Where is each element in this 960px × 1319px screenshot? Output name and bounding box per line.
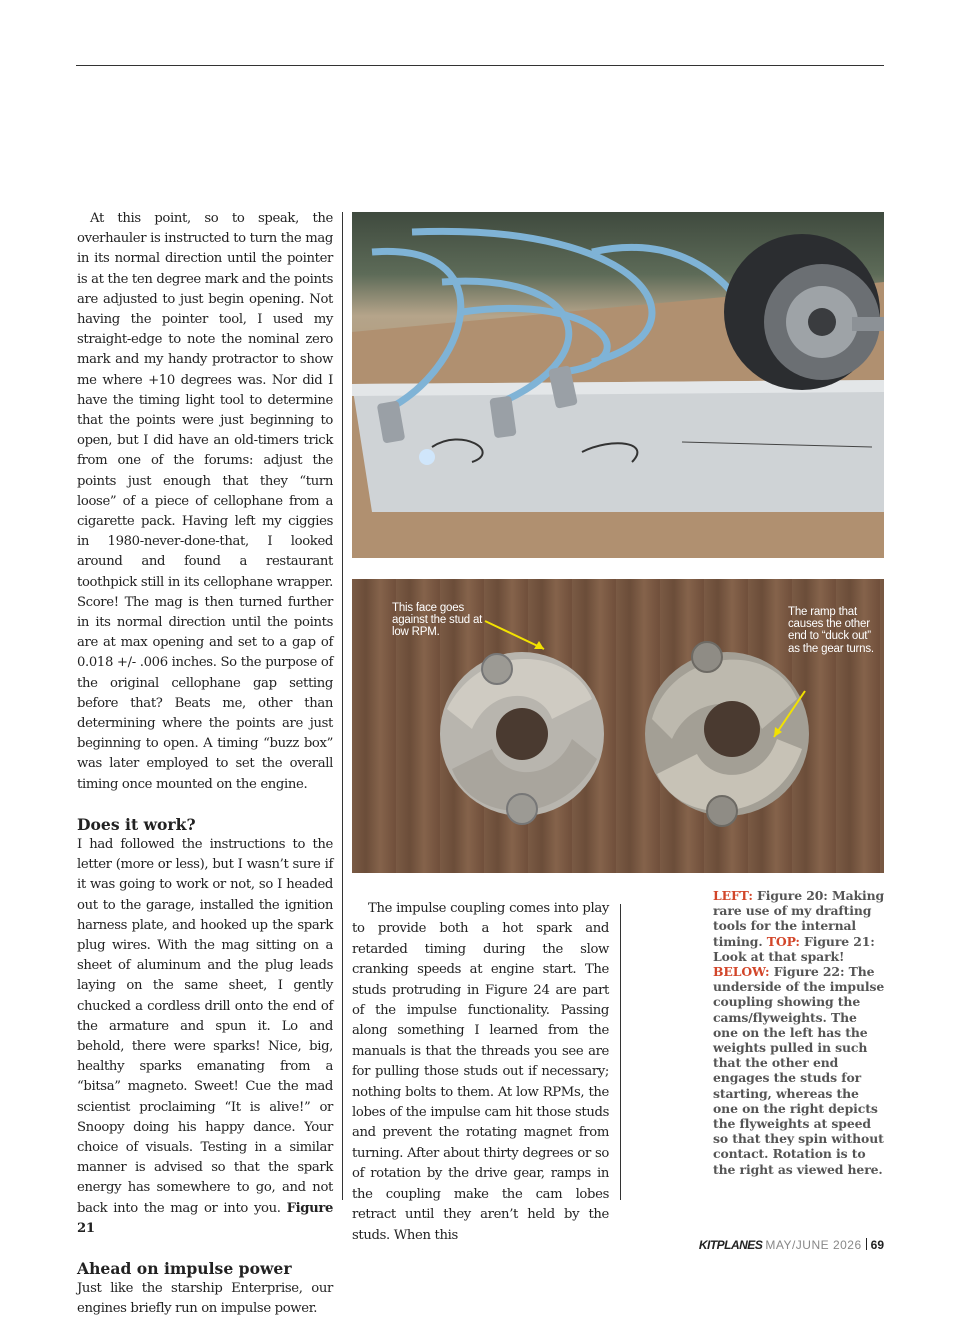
paragraph: Just like the starship Enterprise, our engines briefly run on impulse power.: [77, 1280, 333, 1317]
article-column-1: [77, 209, 333, 1319]
figure-caption: [713, 888, 885, 1177]
annotation-left: This face goes against the stud at low RPM.: [392, 602, 483, 639]
article-column-2: [352, 899, 609, 1246]
caption-tag-top: TOP:: [766, 933, 800, 949]
section-heading: Does it work?: [77, 814, 196, 834]
page-footer: [699, 1238, 884, 1252]
figure-reference: Figure 21: [77, 1200, 333, 1236]
caption-text: Figure 21: Look at that spark!: [713, 933, 875, 964]
caption-text: Figure 20: Making rare use of my drafting tools for the internal timing.: [713, 888, 885, 949]
paragraph: The impulse coupling comes into play to provide both a hot spark and retarded timing during the slow cranking speeds at engine start. The studs protruding in Figure 24 are part of the impulse functionality. Passing along something I learned from the manuals is that the threads you see are for pulling those studs out if necessary; nothing bolts to them. At low RPMs, the lobes of the impulse cam hit those studs and prevent the rotating magnet from turning. After about thirty degrees or so of rotation by the drive gear, ramps in the coupling make the cam lobes retract until they aren’t held by the studs. When this: [352, 901, 609, 1243]
magneto-spark-photo: [352, 212, 884, 558]
paragraph-text: I had followed the instructions to the letter (more or less), but I wasn’t sure if it was going to work or not, so I headed out to the garage, installed the ignition harness plate, and hooked up the spark plug wires. With the mag sitting on a sheet of aluminum and the plug leads laying on the same sheet, I gently chucked a cordless drill onto the end of the armature and spun it. Lo and behold, there were sparks! Nice, big, healthy sparks emanating from a “bitsa” magneto. Sweet! Cue the mad scientist proclaiming “It is alive!” or Snoopy doing his happy dance. Your choice of visuals. Testing in a similar manner is advised so that the spark energy has somewhere to go, and not back into the mag or into you.: [77, 836, 333, 1216]
column-rule: [620, 904, 621, 1200]
section-heading: Ahead on impulse power: [77, 1258, 292, 1278]
issue-date: MAY/JUNE 2026: [765, 1238, 862, 1252]
caption-text: Figure 22: The underside of the impulse coupling showing the cams/flyweights. The one on the left has the weights pulled in such that the other end engages the studs for starting, whereas the one on the right depicts the flyweights at speed so that they spin without contact. Rotation is to the right as viewed here.: [713, 964, 885, 1177]
magneto-illustration: [352, 212, 884, 558]
caption-tag-below: BELOW:: [713, 964, 770, 980]
impulse-coupling-photo: [352, 579, 884, 873]
annotation-right: The ramp that causes the other end to “duck out” as the gear turns.: [788, 606, 874, 655]
page-number: 69: [870, 1238, 884, 1252]
column-rule: [342, 212, 343, 1200]
caption-tag-left: LEFT:: [713, 888, 753, 903]
paragraph: [77, 835, 333, 1239]
header-rule: [76, 65, 884, 66]
paragraph: At this point, so to speak, the overhauler is instructed to turn the mag in its normal direction until the pointer is at the ten degree mark and the points are adjusted to just begin opening. Not having the pointer tool, I used my straight-edge to note the nominal zero mark and my handy protractor to show me where +10 degrees was. Nor did I have the timing light tool to determine that the points were just beginning to open, but I did have an old-timers trick from one of the forums: adjust the points just enough that they “turn loose” of a piece of cellophane from a cigarette pack. Having left my ciggies in 1980-never-done-that, I looked around and found a restaurant toothpick still in its cellophane wrapper. Score! The mag is then turned further in its normal direction until the points are at max opening and set to a gap of 0.018 +/- .006 inches. So the purpose of the original cellophane gap setting before that? Beats me, other than determining where the points are just beginning to open. A timing “buzz box” was later employed to set the overall timing once mounted on the engine.: [77, 211, 333, 792]
magazine-brand: KITPLANES: [698, 1238, 763, 1252]
footer-divider: [866, 1238, 867, 1250]
